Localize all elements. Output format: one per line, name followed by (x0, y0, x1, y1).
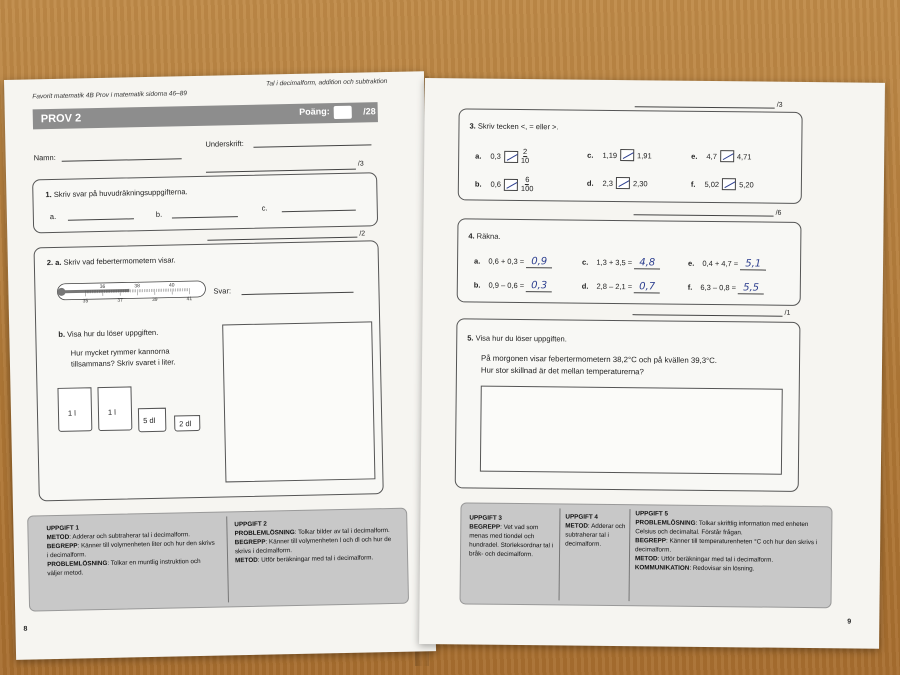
q2b-question-line-1: Hur mycket rymmer kannorna (70, 346, 170, 358)
q1-score: /3 (357, 160, 364, 168)
q3-item-label: d. (586, 178, 594, 188)
signature-field[interactable] (253, 144, 371, 147)
q4-handwritten-answer[interactable]: 0,9 (526, 256, 552, 268)
q4-score-line (634, 214, 774, 216)
q4-item-label: f. (687, 282, 693, 292)
q1-a-field[interactable] (68, 218, 134, 220)
points-label: Poäng: (299, 106, 330, 117)
q1-c-field[interactable] (282, 210, 356, 213)
fraction-denominator: 100 (520, 184, 534, 194)
q1-c-label: c. (261, 203, 268, 213)
footer-2-line-1: PROBLEMLÖSNING: Tolkar bilder av tal i decimalform. (234, 527, 390, 538)
q4-expression: 0,4 + 4,7 = (702, 258, 739, 269)
q3-sign-box[interactable] (620, 149, 634, 161)
points-input[interactable] (334, 106, 352, 119)
question-5-box (455, 318, 801, 492)
q4-expression: 1,3 + 3,5 = (596, 257, 633, 268)
footer-5-line-3: METOD: Utför beräkningar med tal i decimalform. (634, 555, 774, 564)
q5-line-2: Hur stor skillnad är det mellan temperaturerna? (480, 365, 644, 377)
q4-expression: 0,9 – 0,6 = (488, 280, 525, 291)
q2b-question-line-2: tillsammans? Skriv svaret i liter. (70, 357, 176, 369)
q2a-text: Skriv vad febertermometern visar. (63, 255, 176, 267)
q3-item (587, 149, 652, 162)
q4-score: /6 (775, 209, 782, 217)
q4-item (688, 258, 766, 271)
footer-divider (226, 516, 229, 602)
q3-item (587, 177, 648, 190)
q3-right-value: 4,71 (736, 151, 752, 161)
q3-item (475, 148, 529, 166)
q3-sign-box[interactable] (616, 177, 630, 189)
page-number-right: 9 (847, 618, 852, 626)
q3-item-label: b. (474, 179, 482, 189)
q3-sign-box[interactable] (504, 150, 518, 162)
q4-expression: 6,3 – 0,8 = (700, 282, 737, 293)
left-page (4, 71, 436, 660)
jug-3-label: 5 dl (143, 415, 156, 426)
footer-divider-2 (629, 509, 631, 601)
q3-item-label: f. (690, 179, 696, 189)
q4-item (474, 280, 552, 293)
footer-divider-1 (559, 508, 561, 600)
q4-item-label: c. (582, 257, 589, 267)
q4-handwritten-answer[interactable]: 5,1 (740, 258, 766, 270)
q4-item (582, 257, 660, 270)
q5-score-line (633, 314, 783, 317)
q2a-label: a. (55, 257, 62, 267)
q1-b-label: b. (155, 209, 163, 219)
q4-title (468, 231, 500, 240)
handwritten-mark (725, 181, 736, 188)
jug-4-label: 2 dl (179, 419, 192, 429)
name-field[interactable] (62, 158, 182, 162)
footer-uppgift-4 (565, 512, 627, 549)
left-footer-criteria (27, 508, 409, 612)
q3-left-value: 0,3 (490, 151, 501, 161)
q3-item-label: c. (587, 150, 594, 160)
footer-2-line-2: BEGREPP: Känner till volymenheten l och dl och hur de skrivs i decimalform. (234, 535, 392, 556)
question-3-box (458, 108, 803, 204)
footer-3-line-1: BEGREPP: Vet vad som menas med tiondel och hundradel. Storleksordnar tal i bråk- och decimalform. (468, 523, 554, 559)
thermometer-tick-label: 39 (151, 296, 158, 303)
q3-left-value: 0,6 (490, 179, 502, 189)
handwritten-mark (619, 180, 630, 187)
footer-uppgift-2 (234, 517, 397, 565)
handwritten-mark (506, 154, 517, 161)
footer-5-title: UPPGIFT 5 (635, 510, 669, 518)
q2-score: /2 (359, 230, 366, 238)
footer-3-title: UPPGIFT 3 (469, 514, 502, 522)
q3-right-value: 2,30 (632, 178, 648, 188)
jug-2-label: 1 l (107, 407, 116, 417)
q3-left-value: 5,02 (704, 179, 720, 189)
jug-2 (97, 386, 132, 431)
prov-title-bar (33, 102, 378, 129)
q5-score: /1 (784, 309, 791, 317)
q5-title (467, 333, 567, 343)
q4-item (474, 256, 552, 269)
jug-3 (138, 408, 166, 433)
q4-item-label: b. (473, 280, 481, 290)
q1-b-field[interactable] (172, 216, 238, 218)
footer-2-title: UPPGIFT 2 (234, 520, 267, 529)
q3-item-label: a. (475, 151, 482, 161)
q3-score: /3 (776, 101, 783, 109)
footer-4-title: UPPGIFT 4 (565, 513, 598, 521)
footer-uppgift-5 (635, 509, 828, 574)
q5-line-1: På morgonen visar febertermometern 38,2°C och på kvällen 39,3°C. (481, 353, 718, 366)
q2b-title (58, 328, 158, 339)
q3-item-label: e. (691, 151, 698, 161)
thermometer-tick-label: 41 (186, 296, 193, 303)
q2b-label: b. (58, 329, 66, 339)
name-label: Namn: (33, 152, 56, 163)
q4-handwritten-answer[interactable]: 5,5 (738, 282, 764, 294)
footer-4-line-1: METOD: Adderar och subtraherar tal i decimalform. (565, 522, 626, 548)
question-4-box (457, 218, 802, 306)
q5-text: Visa hur du löser uppgiften. (475, 333, 567, 344)
footer-5-line-1: PROBLEMLÖSNING: Tolkar skriftlig information med enheten Celsius och decimaltal. Förstår frågan. (635, 519, 809, 537)
q3-right-value: 5,20 (739, 179, 754, 189)
q1-title (45, 187, 187, 199)
q4-expression: 0,6 + 0,3 = (488, 256, 525, 267)
q4-item (688, 282, 764, 295)
q3-left-value: 2,3 (602, 178, 614, 188)
question-2-box (34, 240, 384, 501)
q2a-title (47, 255, 176, 267)
q2a-answer-field[interactable] (242, 292, 354, 295)
right-footer-criteria (459, 502, 832, 608)
q4-number: 4. (468, 231, 475, 241)
q2-number: 2. (46, 258, 54, 268)
question-1-box (32, 172, 378, 233)
q3-item (691, 178, 754, 191)
prov-title: PROV 2 (40, 112, 82, 126)
points-max: /28 (363, 106, 376, 117)
q4-item (582, 281, 660, 294)
footer-1-line-1: METOD: Adderar och subtraherar tal i decimalform. (46, 531, 191, 542)
q1-number: 1. (45, 190, 52, 200)
q3-sign-box[interactable] (720, 150, 734, 162)
q4-item-label: a. (474, 256, 481, 266)
footer-1-line-3: PROBLEMLÖSNING: Tolkar en muntlig instruktion och väljer metod. (47, 557, 201, 578)
q2b-text: Visa hur du löser uppgiften. (67, 327, 159, 339)
thermometer-tick-label: 40 (168, 282, 175, 289)
q3-title (469, 121, 558, 131)
thermometer-tick-label: 38 (134, 283, 140, 290)
q1-text: Skriv svar på huvudräkningsuppgifterna. (53, 187, 188, 199)
footer-uppgift-1 (46, 521, 217, 579)
header-right-text: Tal i decimalform, addition och subtraktion (266, 77, 388, 88)
q4-item-label: d. (581, 281, 589, 291)
q3-left-value: 1,19 (602, 150, 618, 160)
header-left-text: Favorit matematik 4B Prov i matematik sidorna 46–89 (32, 90, 188, 101)
fever-thermometer (49, 275, 210, 306)
q4-handwritten-answer[interactable]: 4,8 (634, 257, 660, 269)
q4-handwritten-answer[interactable]: 0,3 (526, 280, 552, 292)
q1-a-label: a. (49, 211, 57, 222)
thermometer-tick-label: 37 (117, 297, 123, 304)
thermometer-tick-label: 35 (82, 298, 89, 305)
thermometer-tick-label: 36 (99, 283, 106, 291)
right-page (419, 78, 885, 649)
q4-item-label: e. (688, 258, 695, 268)
footer-2-line-3: METOD: Utför beräkningar med tal i decimalform. (235, 554, 374, 565)
q3-left-value: 4,7 (706, 151, 717, 161)
footer-5-line-2: BEGREPP: Känner till temperaturenheten °C och hur den skrivs i decimalform. (635, 537, 818, 554)
q3-number: 3. (469, 121, 476, 131)
jug-4 (174, 415, 200, 432)
q3-fraction (521, 176, 534, 193)
q3-score-line (635, 106, 775, 108)
handwritten-mark (507, 182, 518, 189)
q4-expression: 2,8 – 2,1 = (596, 281, 633, 292)
q3-text: Skriv tecken <, = eller >. (477, 121, 559, 132)
fraction-numerator: 2 (522, 147, 528, 157)
page-number-left: 8 (23, 625, 28, 633)
handwritten-mark (623, 152, 634, 159)
signature-label: Underskrift: (205, 138, 244, 149)
q3-sign-box[interactable] (722, 178, 736, 190)
footer-uppgift-3 (469, 513, 555, 559)
q3-right-value: 1,91 (637, 150, 652, 160)
footer-1-line-2: BEGREPP: Känner till volymenheten liter och hur den skrivs i decimalform. (46, 539, 215, 560)
jug-1 (57, 387, 92, 432)
q4-handwritten-answer[interactable]: 0,7 (634, 281, 660, 293)
jug-1-label: 1 l (67, 408, 77, 418)
q3-fraction (521, 148, 530, 165)
q3-sign-box[interactable] (504, 178, 518, 190)
fraction-denominator: 10 (520, 156, 530, 166)
handwritten-mark (722, 153, 733, 160)
footer-5-line-4: KOMMUNIKATION: Redovisar sin lösning. (634, 564, 755, 573)
q2b-solution-area[interactable] (222, 321, 375, 482)
q3-item (691, 150, 751, 163)
footer-1-title: UPPGIFT 1 (46, 524, 80, 533)
q2a-answer-label: Svar: (213, 286, 232, 296)
q5-number: 5. (467, 333, 474, 343)
fraction-numerator: 6 (525, 175, 530, 185)
q3-item (475, 176, 534, 194)
q4-text: Räkna. (476, 231, 501, 241)
q5-solution-area[interactable] (480, 386, 783, 475)
